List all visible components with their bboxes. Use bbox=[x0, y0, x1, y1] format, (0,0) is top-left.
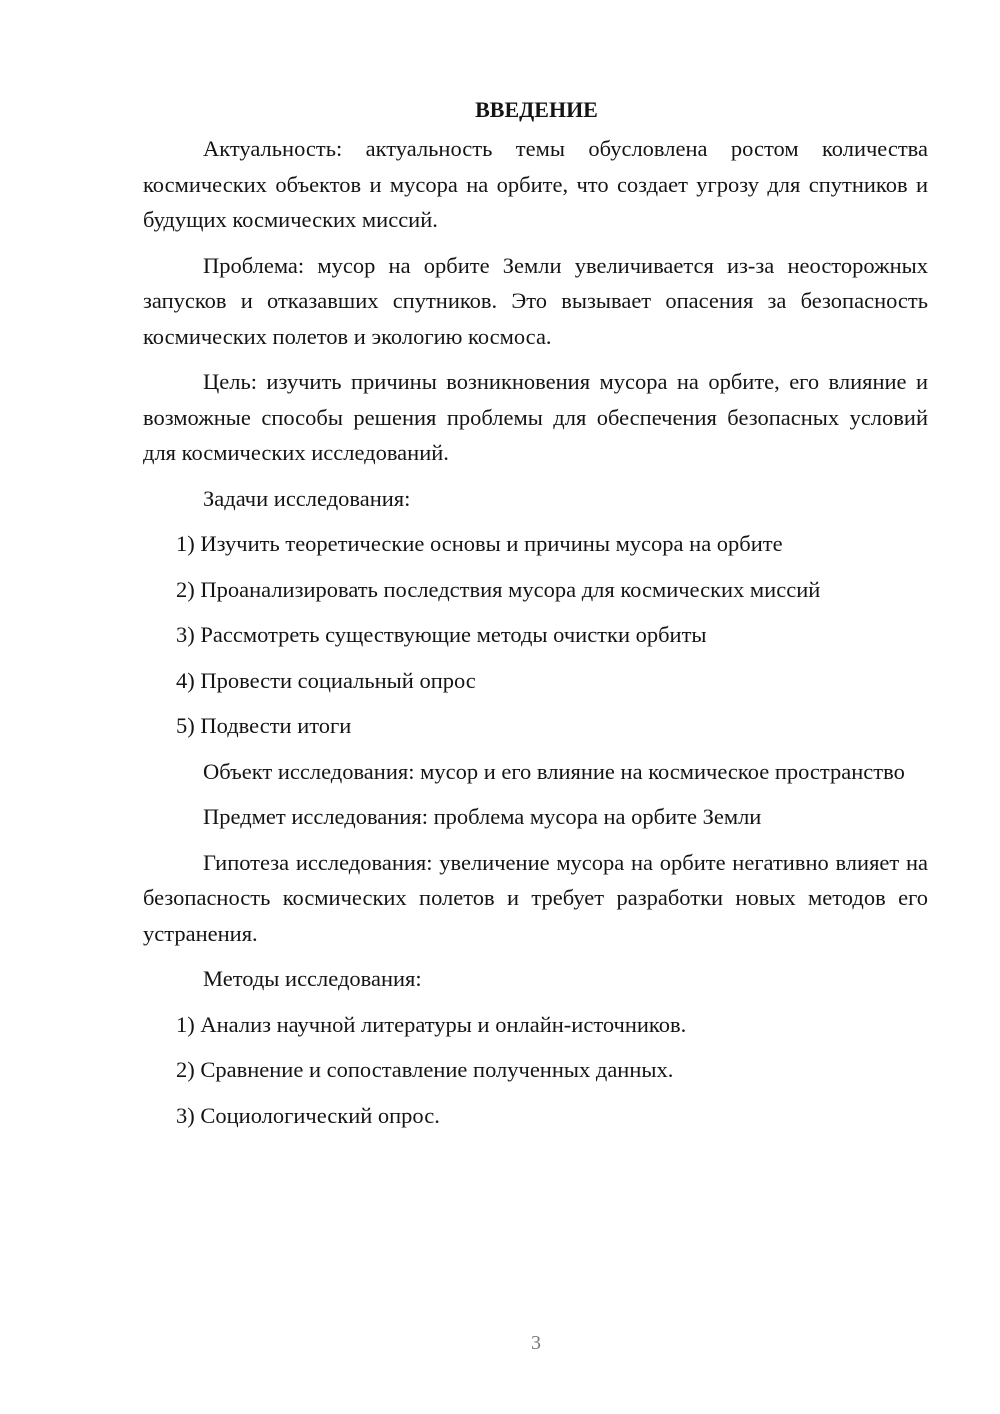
methods-list bbox=[143, 1007, 928, 1134]
goal-paragraph: Цель: изучить причины возникновения мусора на орбите, его влияние и возможные способы решения проблемы для обеспечения безопасных условий для космических исследований. bbox=[143, 369, 928, 465]
method-item: 1) Анализ научной литературы и онлайн-источников. bbox=[176, 1011, 687, 1037]
subject-paragraph: Предмет исследования: проблема мусора на орбите Земли bbox=[203, 804, 762, 829]
methods-heading: Методы исследования: bbox=[203, 966, 422, 991]
tasks-heading: Задачи исследования: bbox=[203, 485, 411, 511]
method-item: 3) Социологический опрос. bbox=[176, 1102, 440, 1128]
task-item: 4) Провести социальный опрос bbox=[176, 667, 476, 693]
section-title: ВВЕДЕНИЕ bbox=[475, 97, 598, 122]
task-item: 5) Подвести итоги bbox=[176, 713, 352, 738]
page-number: 3 bbox=[531, 1332, 541, 1354]
tasks-list bbox=[143, 526, 928, 744]
task-item: 2) Проанализировать последствия мусора для космических миссий bbox=[176, 576, 821, 602]
problem-paragraph: Проблема: мусор на орбите Земли увеличивается из-за неосторожных запусков и отказавших спутников. Это вызывает опасения за безопасность космических полетов и экологию космоса. bbox=[143, 252, 928, 349]
relevance-paragraph: Актуальность: актуальность темы обусловлена ростом количества космических объектов и мусора на орбите, что создает угрозу для спутников и будущих космических миссий. bbox=[143, 136, 928, 232]
task-item: 1) Изучить теоретические основы и причины мусора на орбите bbox=[176, 531, 783, 556]
task-item: 3) Рассмотреть существующие методы очистки орбиты bbox=[176, 622, 707, 647]
hypothesis-paragraph: Гипотеза исследования: увеличение мусора на орбите негативно влияет на безопасность космических полетов и требует разработки новых методов его устранения. bbox=[143, 849, 928, 946]
method-item: 2) Сравнение и сопоставление полученных данных. bbox=[176, 1057, 674, 1082]
document-page bbox=[143, 93, 928, 1143]
object-paragraph: Объект исследования: мусор и его влияние на космическое пространство bbox=[203, 758, 905, 784]
